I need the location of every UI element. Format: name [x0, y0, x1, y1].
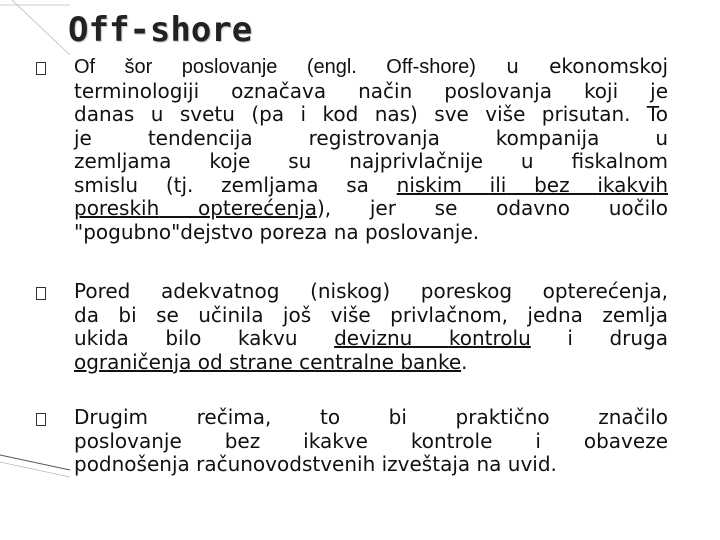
slide-title: Off-shore: [68, 10, 253, 50]
text-line: je tendencija registrovanja kompanija u: [74, 125, 668, 150]
text-line: smislu (tj. zemljama sa niskim ili bez ikakvih: [74, 172, 669, 197]
highlight-term: Of šor poslovanje (engl. Off-shore): [74, 56, 476, 78]
bullet-square-icon: [36, 62, 46, 75]
text-line: poreskih opterećenja), jer se odavno uočilo: [74, 196, 669, 220]
text-line: da bi se učinila još više privlačnom, jedna zemlja: [74, 302, 668, 327]
text-line: "pogubno"dejstvo poreza na poslovanje.: [74, 219, 480, 244]
text-line: poslovanje bez ikakve kontrole i obaveze: [74, 428, 668, 453]
paragraph-currency-control: [74, 280, 668, 374]
paragraph-offshore-definition: [74, 55, 668, 244]
text-line: ukida bilo kakvu deviznu kontrolu i druga: [74, 326, 668, 350]
text-line: danas u svetu (pa i kod nas) sve više prisutan. To: [74, 102, 668, 126]
text-line: ograničenja od strane centralne banke.: [74, 349, 468, 374]
text-line: Pored adekvatnog (niskog) poreskog opterećenja,: [74, 279, 668, 303]
text-line: zemljama koje su najprivlačnije u fiskalnom: [74, 149, 668, 173]
bullet-square-icon: [36, 413, 46, 426]
text-line: terminologiji označava način poslovanja koji je: [74, 78, 668, 103]
decorative-corner-line: [0, 0, 70, 540]
bullet-square-icon: [36, 287, 46, 300]
paragraph-no-control: [74, 406, 668, 477]
text-line: Drugim rečima, to bi praktično značilo: [74, 405, 668, 429]
text-line: Of šor poslovanje (engl. Off-shore) u ekonomskoj: [74, 54, 669, 78]
text-line: podnošenja računovodstvenih izveštaja na uvid.: [74, 452, 557, 476]
